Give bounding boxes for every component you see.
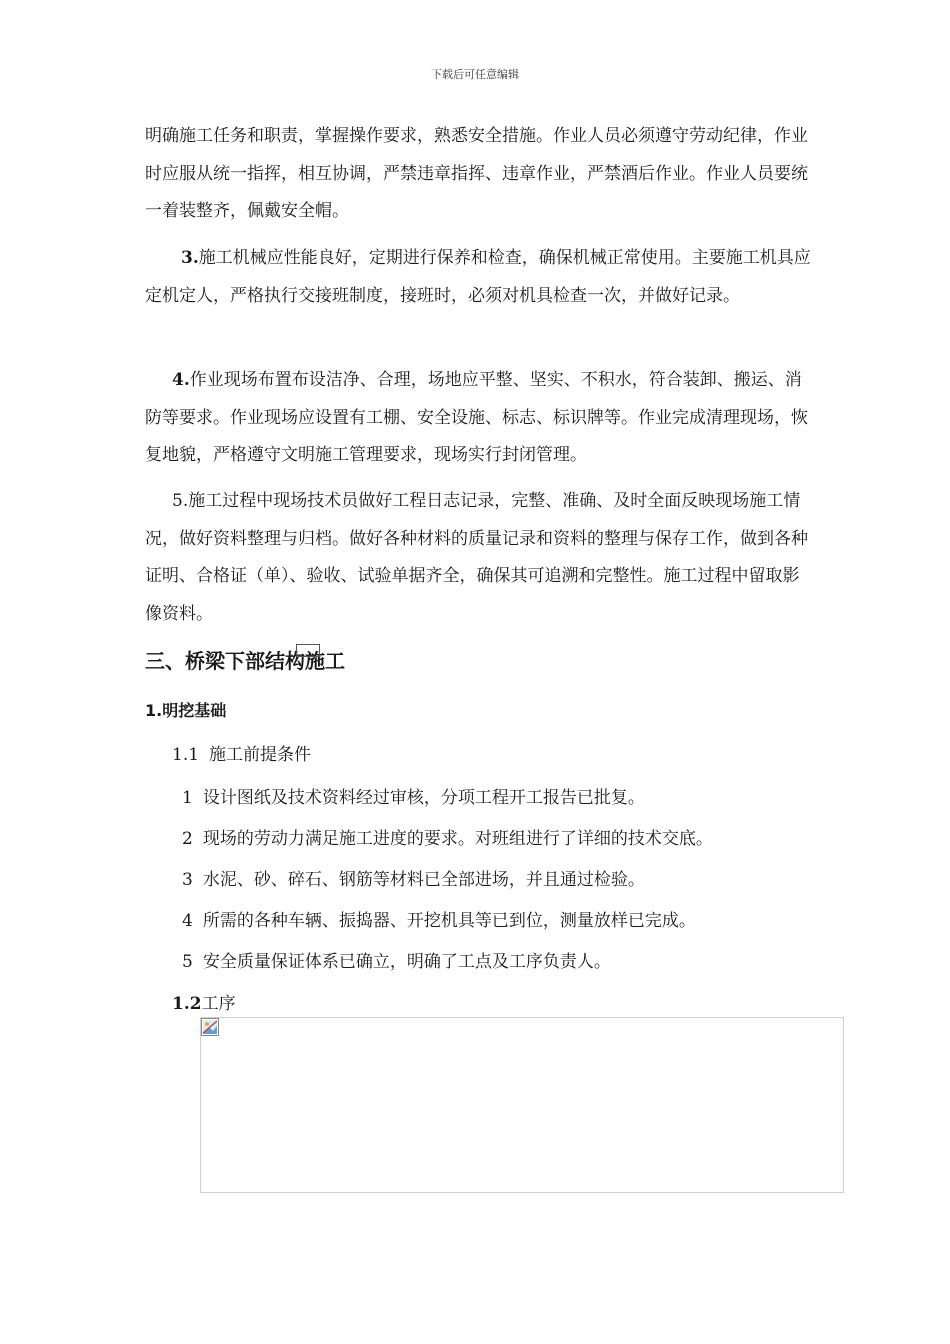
broken-image-icon — [201, 1018, 219, 1036]
paragraph-labor-discipline — [145, 118, 815, 231]
condition-text: 现场的劳动力满足施工进度的要求。对班组进行了详细的技术交底。 — [202, 829, 713, 849]
subsection-number: 1.1 — [172, 745, 200, 765]
condition-item — [182, 824, 713, 849]
condition-text: 所需的各种车辆、振捣器、开挖机具等已到位，测量放样已完成。 — [202, 911, 696, 931]
paragraph-text: 施工机械应性能良好，定期进行保养和检查，确保机械正常使用。主要施工机具应定机定人，严格执行交接班制度，接班时，必须对机具检查一次，并做好记录。 — [145, 248, 811, 306]
subsection-label: 施工前提条件 — [209, 745, 312, 765]
subsection-1-1 — [172, 740, 311, 765]
paragraph-records — [145, 483, 815, 633]
anchor-marker — [296, 644, 320, 657]
paragraph-text: 5.施工过程中现场技术员做好工程日志记录，完整、准确、及时全面反映现场施工情况，做好资料整理与归档。做好各种材料的质量记录和资料的整理与保存工作，做到各种证明、合格证（单）、验收、试验单据齐全，确保其可追溯和完整性。施工过程中留取影像资料。 — [145, 491, 808, 624]
paragraph-site-layout — [145, 362, 815, 475]
condition-item — [182, 865, 645, 890]
paragraph-text: 明确施工任务和职责，掌握操作要求，熟悉安全措施。作业人员必须遵守劳动纪律，作业时应服从统一指挥，相互协调，严禁违章指挥、违章作业，严禁酒后作业。作业人员要统一着装整齐，佩戴安全帽。 — [145, 126, 808, 221]
condition-item — [182, 906, 696, 931]
condition-item — [182, 783, 645, 808]
condition-number: 5 — [182, 952, 193, 972]
subsection-title: 1.明挖基础 — [145, 701, 227, 720]
paragraph-number: 3. — [181, 248, 199, 268]
condition-item — [182, 947, 611, 972]
paragraph-machinery — [145, 240, 815, 315]
subsection-number: 1.2 — [172, 994, 202, 1014]
process-figure-frame — [200, 1017, 844, 1193]
subsection-label: 工序 — [201, 994, 236, 1014]
condition-text: 水泥、砂、碎石、钢筋等材料已全部进场，并且通过检验。 — [202, 870, 645, 890]
condition-number: 3 — [182, 870, 193, 890]
subsection-1-2 — [172, 989, 236, 1014]
condition-number: 1 — [182, 788, 193, 808]
condition-text: 设计图纸及技术资料经过审核，分项工程开工报告已批复。 — [202, 788, 645, 808]
condition-number: 4 — [182, 911, 193, 931]
condition-text: 安全质量保证体系已确立，明确了工点及工序负责人。 — [202, 952, 611, 972]
condition-number: 2 — [182, 829, 193, 849]
paragraph-text: 作业现场布置布设洁净、合理，场地应平整、坚实、不积水，符合装卸、搬运、消防等要求。作业现场应设置有工棚、安全设施、标志、标识牌等。作业完成清理现场，恢复地貌，严格遵守文明施工管理要求，现场实行封闭管理。 — [145, 370, 808, 465]
section-title: 三、桥梁下部结构施工 — [145, 649, 345, 673]
paragraph-number: 4. — [172, 370, 190, 390]
page-header: 下载后可任意编辑 — [431, 68, 519, 81]
